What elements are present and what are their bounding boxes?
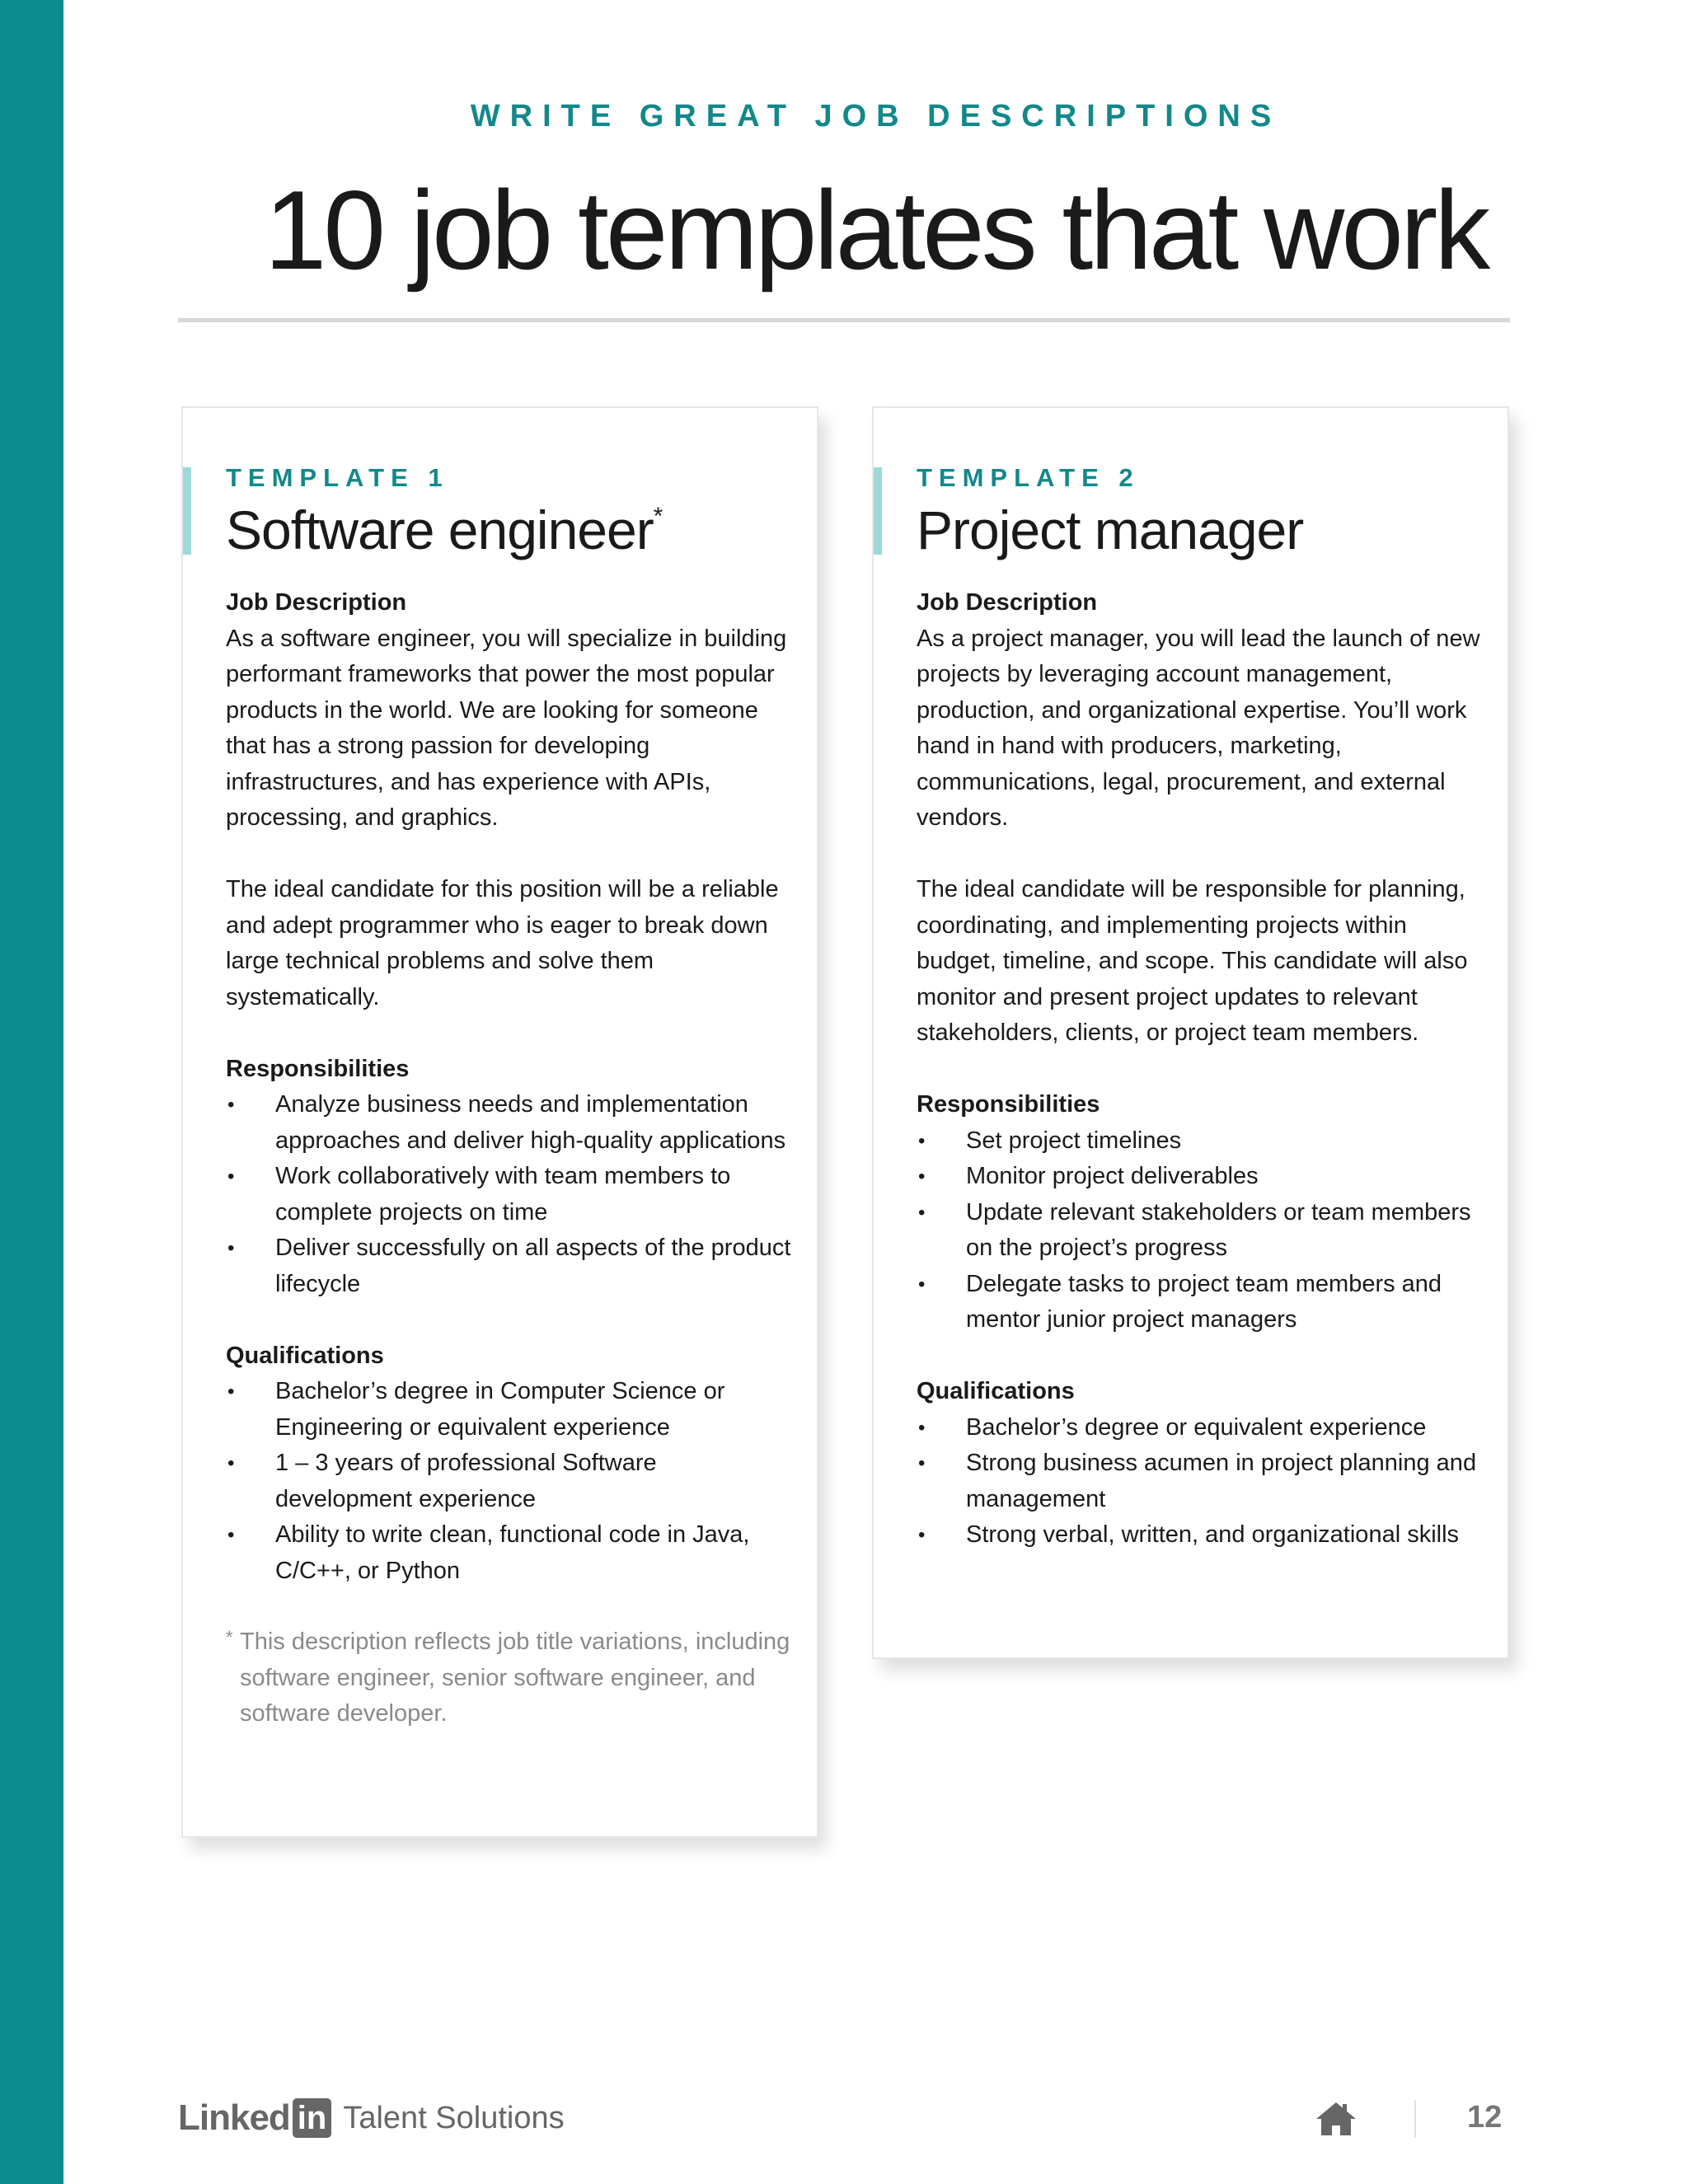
section-eyebrow: WRITE GREAT JOB DESCRIPTIONS — [470, 99, 1282, 134]
job-description-heading: Job Description — [226, 589, 407, 616]
logo-in-box: in — [293, 2098, 332, 2138]
linkedin-talent-solutions-logo[interactable] — [178, 2093, 565, 2143]
template-title: Project manager — [917, 499, 1304, 561]
responsibilities-list — [226, 1087, 792, 1302]
template-card-project-manager — [872, 406, 1509, 1659]
list-item: • Work collaboratively with team members to complete projects on time — [226, 1159, 792, 1230]
list-item: • Bachelor’s degree in Computer Science or Engineering or equivalent experience — [226, 1374, 792, 1446]
page-number: 12 — [1467, 2100, 1503, 2135]
job-description-paragraph: The ideal candidate for this position will be a reliable and adept programmer who is eager to break down large technical problems and solve them systematically. — [226, 876, 779, 1010]
title-divider — [178, 318, 1510, 322]
footnote-text: This description reflects job title variations, including software engineer, senior software engineer, and software developer. — [240, 1629, 790, 1727]
qualifications-list — [226, 1374, 792, 1589]
qualifications-heading: Qualifications — [226, 1342, 384, 1369]
footnote — [226, 1624, 792, 1732]
card-accent-bar — [183, 467, 191, 555]
template-label: TEMPLATE 1 — [226, 463, 449, 492]
home-icon[interactable] — [1315, 2101, 1357, 2137]
template-title — [226, 499, 792, 562]
footnote-star: * — [226, 1627, 233, 1648]
responsibilities-heading: Responsibilities — [226, 1055, 410, 1082]
side-accent-bar — [0, 0, 63, 2184]
job-description-heading: Job Description — [917, 589, 1098, 616]
job-description-paragraph: As a project manager, you will lead the launch of new projects by leveraging account management, production, and organizational expertise. You’ll work hand in hand with producers, marketing, communications, legal, procurement, and external vendors. — [917, 625, 1480, 832]
responsibilities-heading: Responsibilities — [917, 1091, 1100, 1118]
list-item: • Set project timelines — [917, 1123, 1483, 1160]
list-item: • Analyze business needs and implementation approaches and deliver high-quality applications — [226, 1087, 792, 1159]
footer-divider — [1414, 2100, 1416, 2138]
list-item: • Deliver successfully on all aspects of the product lifecycle — [226, 1230, 792, 1302]
list-item: • Strong business acumen in project planning and management — [917, 1446, 1483, 1517]
template-card-software-engineer — [181, 406, 818, 1838]
card-accent-bar — [874, 467, 882, 555]
footnote-marker: * — [653, 503, 663, 531]
template-label: TEMPLATE 2 — [917, 463, 1140, 492]
template-title-text: Software engineer — [226, 499, 654, 561]
list-item: • 1 – 3 years of professional Software development experience — [226, 1446, 792, 1517]
list-item: • Ability to write clean, functional code in Java, C/C++, or Python — [226, 1517, 792, 1589]
qualifications-heading: Qualifications — [917, 1378, 1075, 1405]
logo-word: Linked — [178, 2097, 290, 2138]
job-description-paragraph: The ideal candidate will be responsible for planning, coordinating, and implementing projects within budget, timeline, and scope. This candidate will also monitor and present project updates to relevant stakeholders, clients, or project team members. — [917, 876, 1468, 1047]
list-item: • Monitor project deliverables — [917, 1159, 1483, 1195]
list-item: • Update relevant stakeholders or team members on the project’s progress — [917, 1195, 1483, 1267]
job-description-paragraph: As a software engineer, you will specialize in building performant frameworks that power the most popular products in the world. We are looking for someone that has a strong passion for developing infrastructures, and has experience with APIs, processing, and graphics. — [226, 625, 787, 832]
qualifications-list — [917, 1410, 1483, 1554]
logo-suffix: Talent Solutions — [343, 2100, 565, 2135]
list-item: • Delegate tasks to project team members and mentor junior project managers — [917, 1267, 1483, 1338]
responsibilities-list — [917, 1123, 1483, 1338]
list-item: • Bachelor’s degree or equivalent experience — [917, 1410, 1483, 1446]
list-item: • Strong verbal, written, and organizational skills — [917, 1517, 1483, 1554]
page-title: 10 job templates that work — [264, 167, 1488, 293]
